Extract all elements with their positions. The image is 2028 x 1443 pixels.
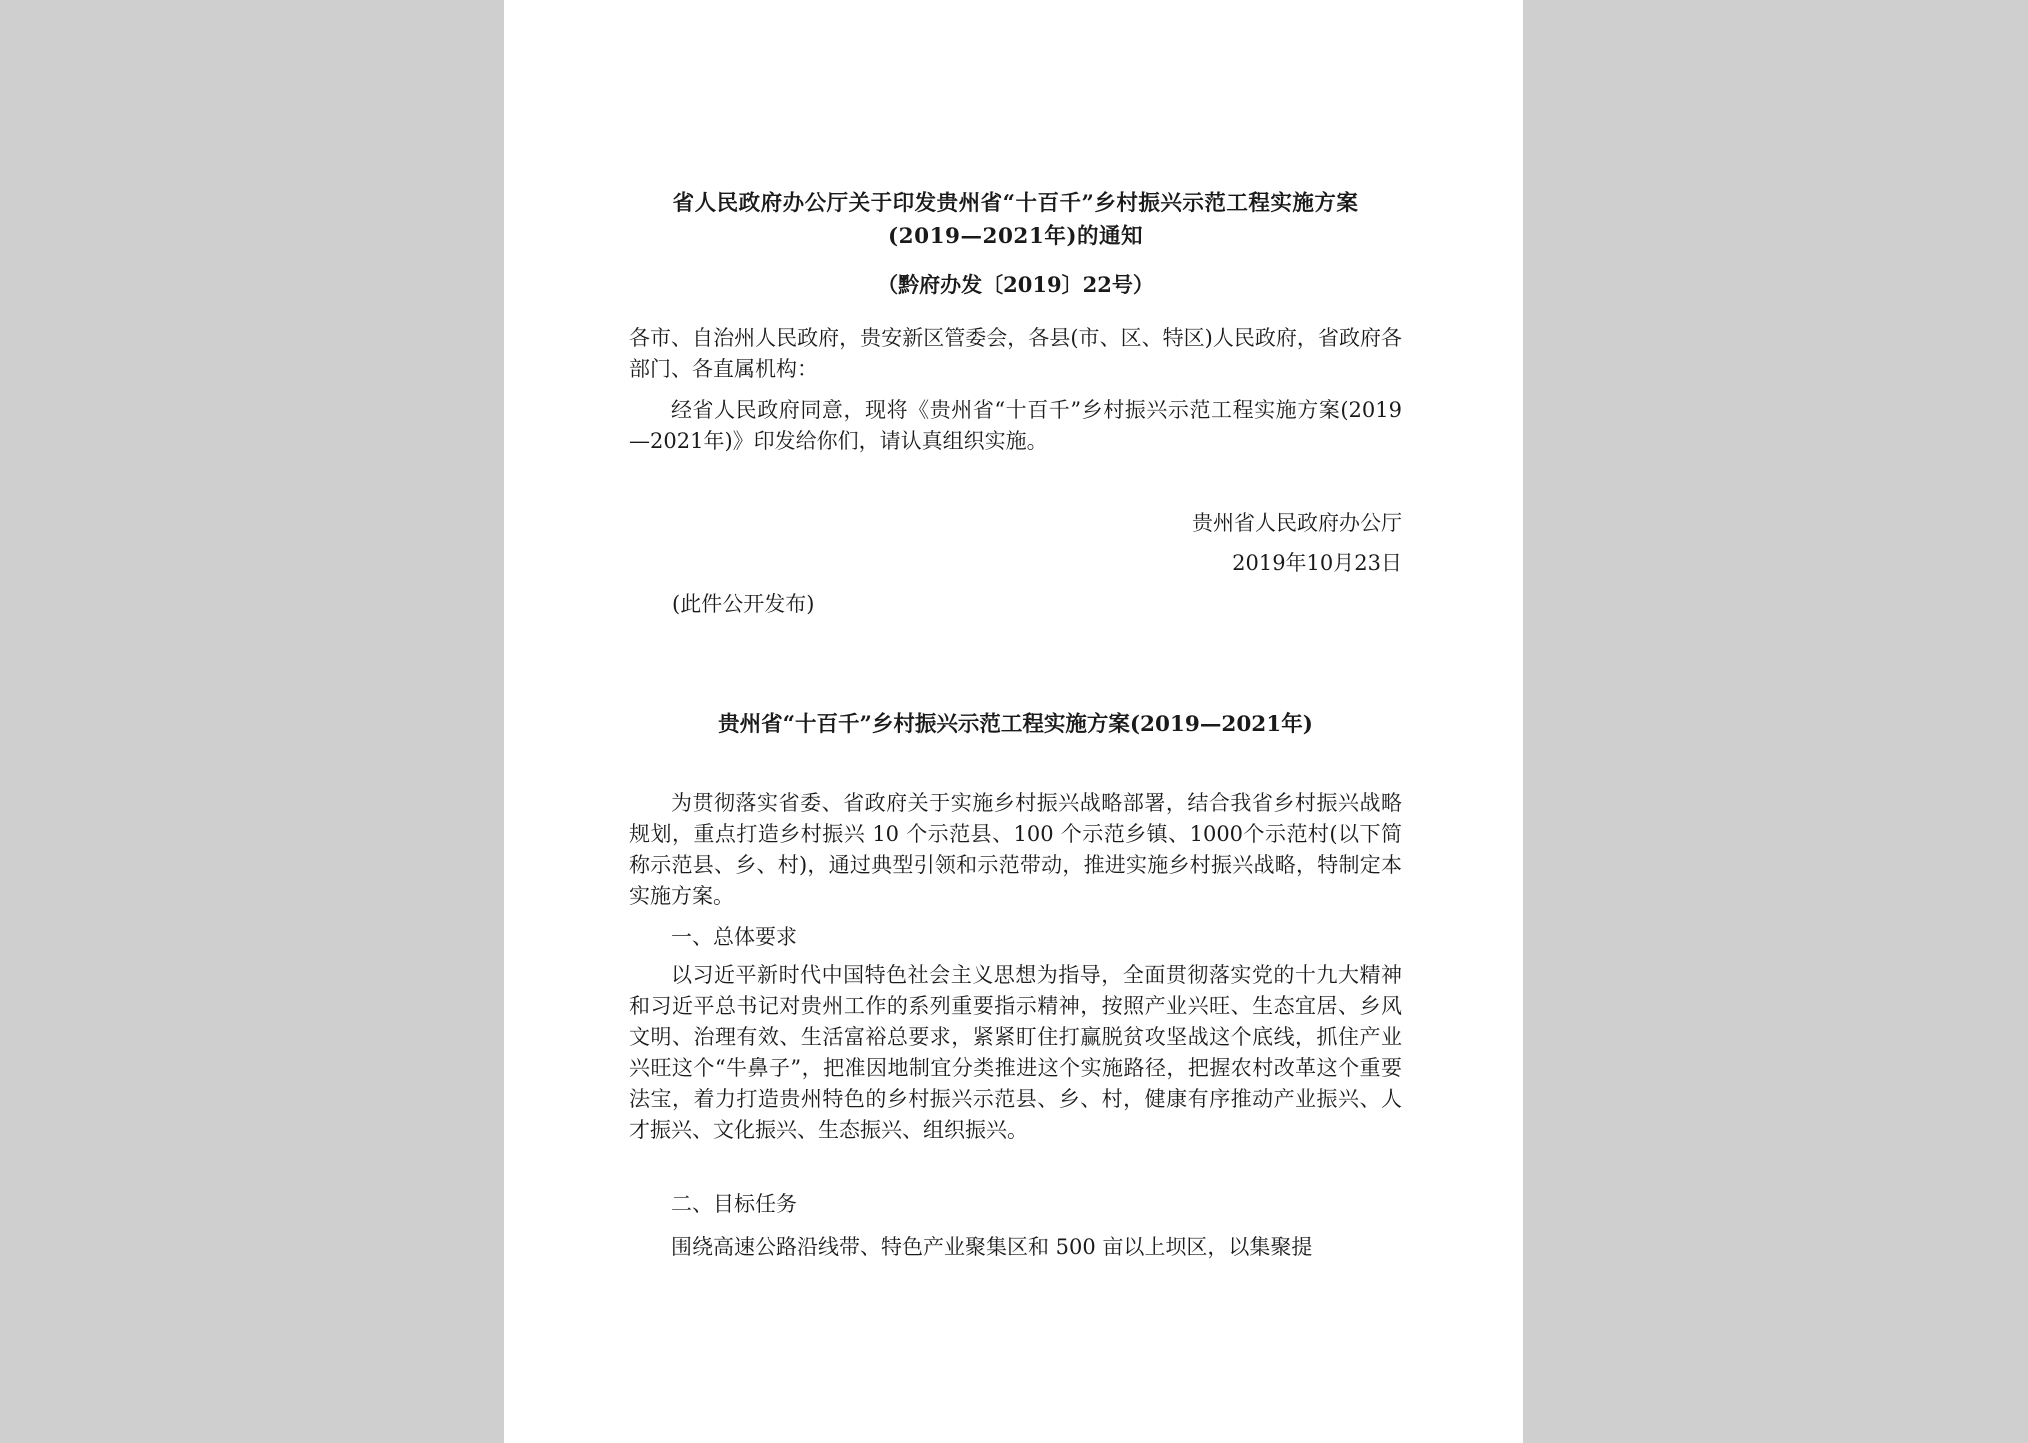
document-page bbox=[504, 0, 1523, 1443]
issue-date: 2019年10月23日 bbox=[1232, 551, 1402, 575]
addressee: 各市、自治州人民政府，贵安新区管委会，各县(市、区、特区)人民政府，省政府各部门、各直属机构： bbox=[629, 326, 1402, 381]
issuer: 贵州省人民政府办公厅 bbox=[1192, 511, 1402, 535]
section-2-paragraph: 围绕高速公路沿线带、特色产业聚集区和 500 亩以上坝区，以集聚提 bbox=[671, 1235, 1313, 1259]
notice-body: 经省人民政府同意，现将《贵州省“十百千”乡村振兴示范工程实施方案(2019—2021年)》印发给你们，请认真组织实施。 bbox=[629, 398, 1402, 453]
document-title bbox=[629, 187, 1402, 253]
section-2-heading: 二、目标任务 bbox=[671, 1192, 797, 1216]
document-number: （黔府办发〔2019〕22号） bbox=[877, 272, 1154, 297]
title-line-1: 省人民政府办公厅关于印发贵州省“十百千”乡村振兴示范工程实施方案 bbox=[672, 191, 1359, 216]
publication-note: (此件公开发布) bbox=[672, 592, 815, 616]
section-1-paragraph: 以习近平新时代中国特色社会主义思想为指导，全面贯彻落实党的十九大精神和习近平总书记对贵州工作的系列重要指示精神，按照产业兴旺、生态宜居、乡风文明、治理有效、生活富裕总要求，紧紧盯住打赢脱贫攻坚战这个底线，抓住产业兴旺这个“牛鼻子”，把准因地制宜分类推进这个实施路径，把握农村改革这个重要法宝，着力打造贵州特色的乡村振兴示范县、乡、村，健康有序推动产业振兴、人才振兴、文化振兴、生态振兴、组织振兴。 bbox=[629, 963, 1402, 1142]
title-line-2: (2019—2021年)的通知 bbox=[887, 224, 1144, 249]
section-1-heading: 一、总体要求 bbox=[671, 925, 797, 949]
plan-title: 贵州省“十百千”乡村振兴示范工程实施方案(2019—2021年) bbox=[718, 712, 1313, 737]
intro-paragraph: 为贯彻落实省委、省政府关于实施乡村振兴战略部署，结合我省乡村振兴战略规划，重点打造乡村振兴 10 个示范县、100 个示范乡镇、1000个示范村(以下简称示范县、乡、村)，通过典型引领和示范带动，推进实施乡村振兴战略，特制定本实施方案。 bbox=[629, 791, 1402, 908]
